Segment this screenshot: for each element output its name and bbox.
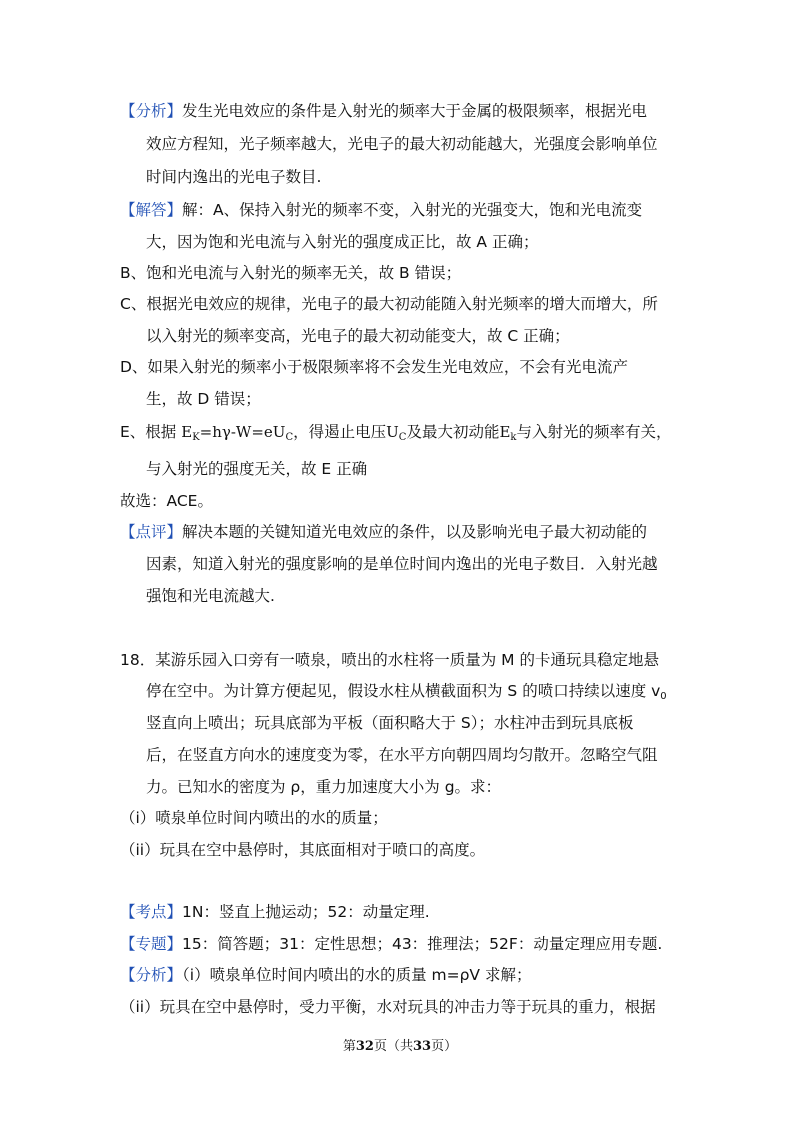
fenxi-tag: 【分析】 bbox=[120, 102, 183, 120]
ek-sub: k bbox=[510, 432, 517, 443]
footer-pre: 第 bbox=[342, 1039, 356, 1054]
fenxi-line-1 bbox=[120, 101, 647, 121]
page-total: 33 bbox=[413, 1039, 432, 1054]
u-symbol: U bbox=[386, 423, 399, 441]
v0-subscript: 0 bbox=[660, 691, 667, 702]
kaodian-tag: 【考点】 bbox=[120, 903, 183, 921]
footer-post: 页） bbox=[431, 1039, 458, 1054]
photoelectric-equation bbox=[181, 423, 293, 441]
jieda-line-c2: 以入射光的频率变高，光电子的最大初动能变大，故 C 正确； bbox=[146, 327, 570, 345]
jieda-line-d2: 生，故 D 错误； bbox=[146, 390, 261, 408]
dianping-text-1: 解决本题的关键知道光电效应的条件，以及影响光电子最大初动能的 bbox=[182, 523, 648, 541]
kaodian-text: 1N：竖直上抛运动；52：动量定理. bbox=[182, 903, 430, 921]
q18-sub-ii: （ii）玩具在空中悬停时，其底面相对于喷口的高度。 bbox=[120, 841, 486, 859]
footer-mid: 页（共 bbox=[373, 1039, 413, 1054]
e-mid2: 及最大初动能 bbox=[406, 423, 500, 441]
jieda-line-e1 bbox=[120, 422, 671, 448]
jieda-line-d1: D、如果入射光的频率小于极限频率将不会发生光电效应，不会有光电流产 bbox=[120, 358, 628, 376]
jieda-line-1 bbox=[120, 200, 642, 220]
jieda-line-b: B、饱和光电流与入射光的频率无关，故 B 错误； bbox=[120, 264, 462, 282]
fenxi-text-1: 发生光电效应的条件是入射光的频率大于金属的极限频率，根据光电 bbox=[182, 102, 648, 120]
dianping-line-3: 强饱和光电流越大. bbox=[146, 587, 275, 605]
q18-line-2-text: 停在空中。为计算方便起见，假设水柱从横截面积为 S 的喷口持续以速度 v bbox=[146, 682, 661, 700]
stopping-voltage-symbol bbox=[386, 423, 406, 441]
formula-uc-sub: C bbox=[285, 432, 294, 443]
page-number: 32 bbox=[355, 1039, 374, 1054]
fenxi-line-2: 效应方程知，光子频率越大，光电子的最大初动能越大，光强度会影响单位 bbox=[146, 135, 658, 153]
zhuanti-text: 15：简答题；31：定性思想；43：推理法；52F：动量定理应用专题. bbox=[182, 935, 663, 953]
zhuanti-tag: 【专题】 bbox=[120, 935, 183, 953]
ek-symbol: E bbox=[499, 423, 511, 441]
fenxi18-tag: 【分析】 bbox=[120, 966, 183, 984]
fenxi-line-3: 时间内逸出的光电子数目. bbox=[146, 168, 322, 186]
page-footer bbox=[0, 1035, 800, 1054]
jieda-tag: 【解答】 bbox=[120, 201, 183, 219]
e-prefix: E、根据 bbox=[120, 423, 177, 441]
kaodian-line bbox=[120, 902, 430, 922]
zhuanti-line bbox=[120, 934, 662, 954]
dianping-line-2: 因素，知道入射光的强度影响的是单位时间内逸出的光电子数目．入射光越 bbox=[146, 555, 658, 573]
e-suffix: 与入射光的频率有关， bbox=[516, 423, 672, 441]
q18-line-2 bbox=[146, 681, 667, 707]
kinetic-energy-symbol bbox=[499, 423, 516, 441]
jieda-line-e2: 与入射光的强度无关，故 E 正确 bbox=[146, 460, 368, 478]
fenxi18-line bbox=[120, 965, 531, 985]
q18-line-1: 18．某游乐园入口旁有一喷泉，喷出的水柱将一质量为 M 的卡通玩具稳定地悬 bbox=[120, 651, 659, 669]
q18-line-4: 后，在竖直方向水的速度变为零，在水平方向朝四周均匀散开。忽略空气阻 bbox=[146, 746, 658, 764]
formula-e-sub: K bbox=[192, 432, 200, 443]
formula-rest: =hγ-W=eU bbox=[199, 423, 286, 441]
fenxi18-text: （i）喷泉单位时间内喷出的水的质量 m=ρV 求解； bbox=[182, 966, 532, 984]
u-sub: C bbox=[398, 432, 407, 443]
q18-line-3: 竖直向上喷出；玩具底部为平板（面积略大于 S）；水柱冲击到玩具底板 bbox=[146, 714, 634, 732]
dianping-line-1 bbox=[120, 522, 647, 542]
formula-e: E bbox=[181, 423, 193, 441]
dianping-tag: 【点评】 bbox=[120, 523, 183, 541]
q18-line-5: 力。已知水的密度为 ρ，重力加速度大小为 g。求： bbox=[146, 778, 502, 796]
jieda-line-2: 大，因为饱和光电流与入射光的强度成正比，故 A 正确； bbox=[146, 233, 539, 251]
fenxi18-line-2: （ii）玩具在空中悬停时，受力平衡，水对玩具的冲击力等于玩具的重力，根据 bbox=[120, 998, 656, 1016]
jieda-text-1: 解：A、保持入射光的频率不变，入射光的光强变大，饱和光电流变 bbox=[182, 201, 643, 219]
jieda-line-c1: C、根据光电效应的规律，光电子的最大初动能随入射光频率的增大而增大，所 bbox=[120, 295, 658, 313]
guxuan-line: 故选：ACE。 bbox=[120, 492, 213, 510]
q18-sub-i: （i）喷泉单位时间内喷出的水的质量； bbox=[120, 809, 388, 827]
e-mid: ，得遏止电压 bbox=[293, 423, 387, 441]
